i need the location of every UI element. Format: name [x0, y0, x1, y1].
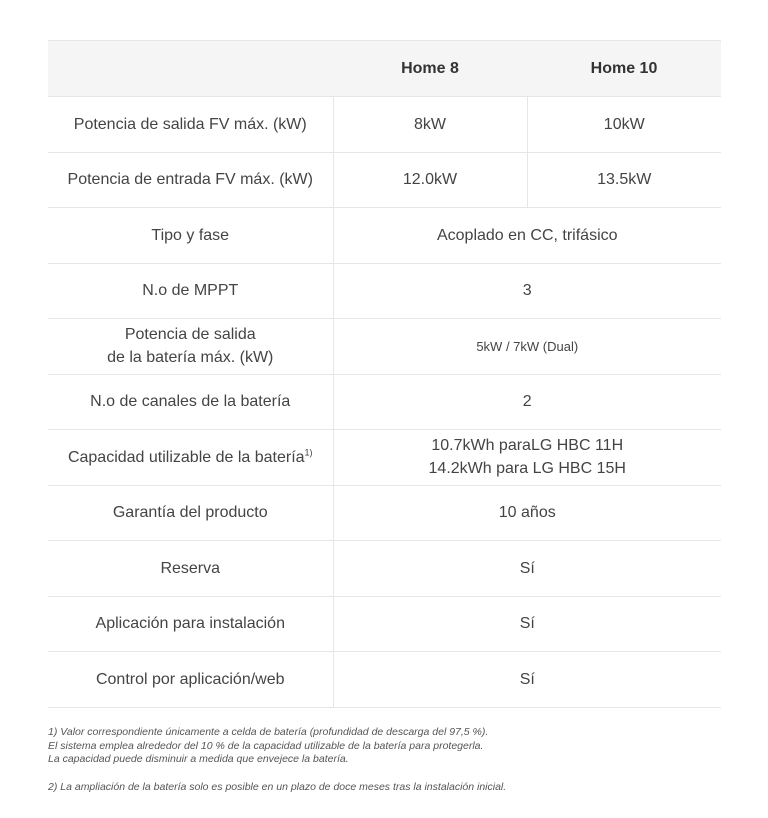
- table-row: [48, 485, 721, 541]
- footnote-2: 2) La ampliación de la batería solo es posible en un plazo de doce meses tras la instalación inicial.: [48, 780, 507, 793]
- table-row: [48, 596, 721, 652]
- table-header-row: [48, 41, 721, 97]
- row-value: Sí: [519, 615, 535, 633]
- row-label: Control por aplicación/web: [48, 652, 333, 708]
- footnote-1-line: La capacidad puede disminuir a medida que envejece la batería.: [48, 753, 349, 765]
- row-label: Reserva: [48, 541, 333, 597]
- table-row: [48, 652, 721, 708]
- footnote-spacer: [48, 767, 728, 781]
- row-label: Potencia de entrada FV máx. (kW): [48, 152, 333, 208]
- row-value-home-8: 8kW: [333, 97, 527, 153]
- row-value: 3: [522, 282, 532, 300]
- table-row: [48, 374, 721, 430]
- row-value: 10 años: [498, 504, 556, 522]
- row-label: Potencia de salida FV máx. (kW): [48, 97, 333, 153]
- header-home-8: Home 8: [401, 59, 459, 77]
- row-value: Sí: [519, 670, 535, 688]
- row-value-home-10: 13.5kW: [597, 171, 652, 189]
- table-row: [48, 97, 721, 153]
- footnote-1-line: 1) Valor correspondiente únicamente a celda de batería (profundidad de descarga del 97,5 %).: [48, 726, 489, 738]
- row-label: [48, 319, 333, 375]
- header-home-10: Home 10: [590, 59, 658, 77]
- row-value-line: 10.7kWh paraLG HBC 11H: [431, 437, 624, 455]
- row-label: Tipo y fase: [48, 208, 333, 264]
- row-label: [48, 430, 333, 486]
- row-value: Acoplado en CC, trifásico: [436, 226, 618, 244]
- row-label: Garantía del producto: [48, 485, 333, 541]
- row-value: [333, 430, 721, 486]
- table-row: [48, 541, 721, 597]
- header-empty-cell: [48, 41, 333, 97]
- table-row: [48, 430, 721, 486]
- table-row: [48, 263, 721, 319]
- spec-table: [48, 40, 721, 708]
- row-value: 5kW / 7kW (Dual): [476, 338, 579, 354]
- row-label-line: de la batería máx. (kW): [107, 349, 274, 367]
- row-label: N.o de MPPT: [48, 263, 333, 319]
- footnote-1-line: El sistema emplea alrededor del 10 % de la capacidad utilizable de la batería para protegerla.: [48, 739, 484, 752]
- table-row: [48, 152, 721, 208]
- row-label-line: Potencia de salida: [124, 326, 256, 344]
- row-value-home-10: 10kW: [603, 115, 645, 133]
- row-value-home-8: 12.0kW: [333, 152, 527, 208]
- table-row: [48, 208, 721, 264]
- spec-table-container: [48, 40, 721, 708]
- table-row: [48, 319, 721, 375]
- row-value: Sí: [519, 559, 535, 577]
- footnotes: [48, 726, 728, 794]
- row-value-line: 14.2kWh para LG HBC 15H: [428, 460, 626, 478]
- row-label: N.o de canales de la batería: [48, 374, 333, 430]
- row-label: Aplicación para instalación: [48, 596, 333, 652]
- footnote-marker: 1): [304, 447, 313, 458]
- row-value: 2: [522, 393, 532, 411]
- row-label-text: Capacidad utilizable de la batería: [67, 448, 305, 466]
